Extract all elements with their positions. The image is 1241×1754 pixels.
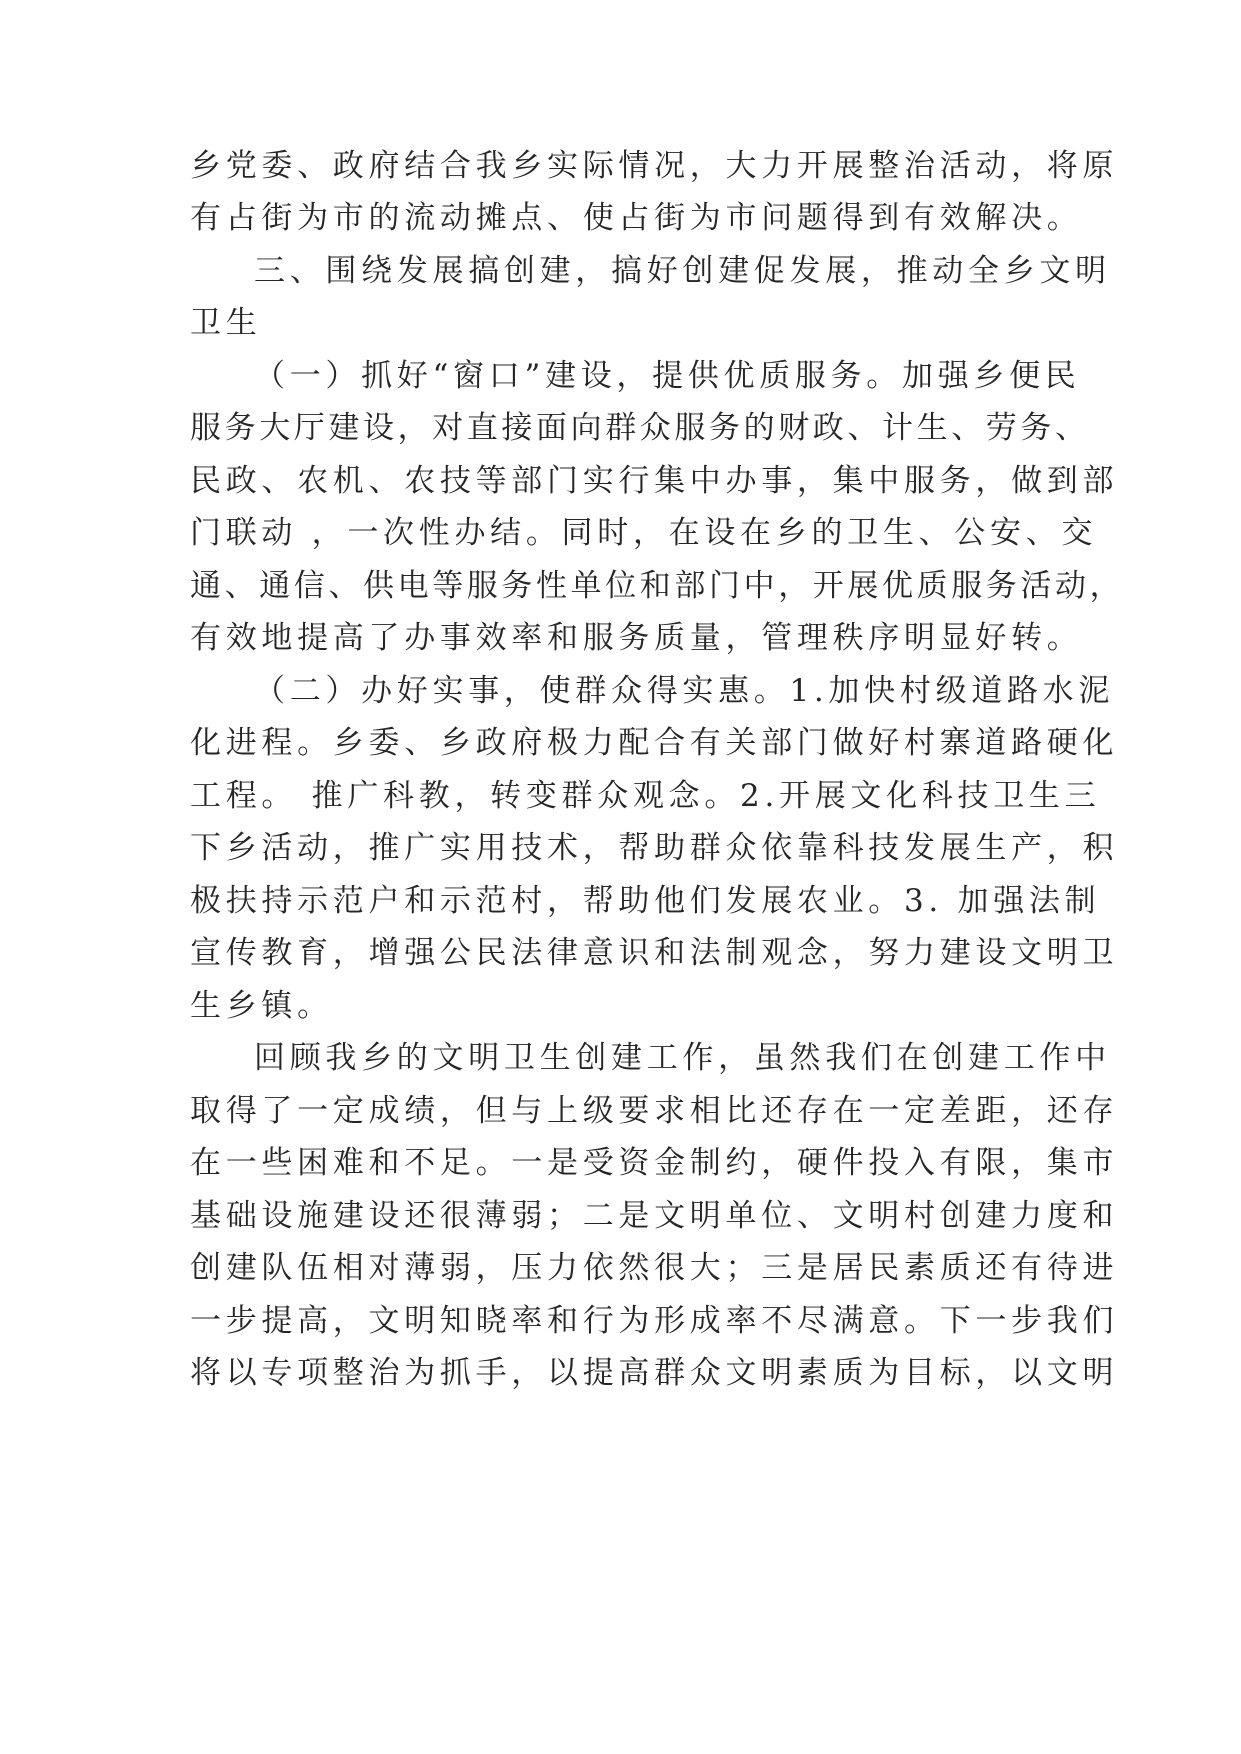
text-line-10: 有效地提高了办事效率和服务质量，管理秩序明显好转。 — [190, 620, 1083, 656]
section-heading-3: 三、围绕发展搞创建，搞好创建促发展，推动全乡文明 — [254, 253, 1111, 289]
text-line-23: 一步提高，文明知晓率和行为形成率不尽满意。下一步我们 — [190, 1303, 1119, 1339]
text-line-9: 通、通信、供电等服务性单位和部门中，开展优质服务活动， — [190, 568, 1125, 604]
text-line-8: 门联动 ，一次性办结。同时，在设在乡的卫生、公安、交 — [190, 515, 1098, 551]
text-line-20: 在一些困难和不足。一是受资金制约，硬件投入有限，集市 — [190, 1145, 1119, 1181]
text-line-24: 将以专项整治为抓手，以提高群众文明素质为目标，以文明 — [190, 1355, 1119, 1391]
text-line-17: 生乡镇。 — [190, 988, 333, 1024]
text-line-12: 化进程。乡委、乡政府极力配合有关部门做好村寨道路硬化 — [190, 725, 1119, 761]
text-line-14: 下乡活动，推广实用技术，帮助群众依靠科技发展生产，积 — [190, 830, 1119, 866]
subsection-heading-1: （一）抓好“窗口”建设，提供优质服务。加强乡便民 — [254, 358, 1081, 394]
text-line-15: 极扶持示范户和示范村，帮助他们发展农业。3. 加强法制 — [190, 883, 1101, 919]
subsection-heading-2: （二）办好实事，使群众得实惠。1.加快村级道路水泥 — [254, 673, 1115, 709]
text-line-13: 工程。 推广科教，转变群众观念。2.开展文化科技卫生三 — [190, 778, 1101, 814]
text-line-2: 有占街为市的流动摊点、使占街为市问题得到有效解决。 — [190, 200, 1083, 236]
text-line-22: 创建队伍相对薄弱，压力依然很大；三是居民素质还有待进 — [190, 1250, 1119, 1286]
text-line-7: 民政、农机、农技等部门实行集中办事，集中服务，做到部 — [190, 463, 1119, 499]
text-line-21: 基础设施建设还很薄弱；二是文明单位、文明村创建力度和 — [190, 1198, 1119, 1234]
text-line-16: 宣传教育，增强公民法律意识和法制观念，努力建设文明卫 — [190, 935, 1119, 971]
section-heading-3-continued: 卫生 — [190, 305, 262, 341]
text-line-6: 服务大厅建设，对直接面向群众服务的财政、计生、劳务、 — [190, 410, 1090, 446]
text-line-19: 取得了一定成绩，但与上级要求相比还存在一定差距，还存 — [190, 1093, 1119, 1129]
paragraph-review-start: 回顾我乡的文明卫生创建工作，虽然我们在创建工作中 — [254, 1040, 1111, 1076]
text-line-1: 乡党委、政府结合我乡实际情况，大力开展整治活动，将原 — [190, 148, 1119, 184]
